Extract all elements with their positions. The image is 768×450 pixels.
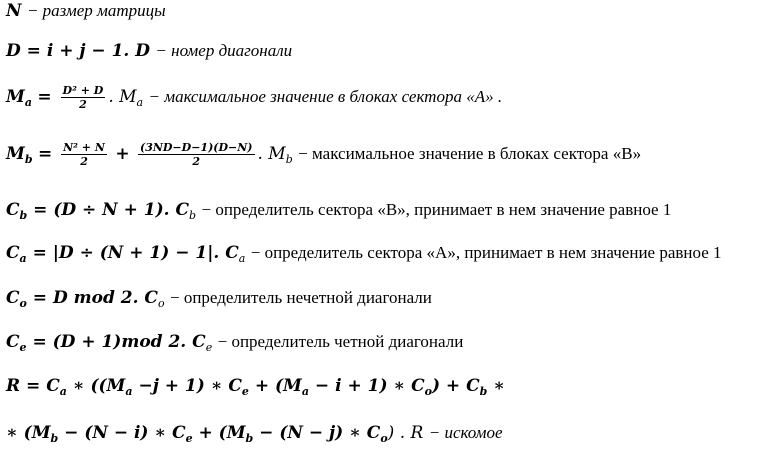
subscript: a [238,252,246,265]
description: − максимальное значение в блоках сектора «В» [298,144,642,163]
subscript: e [19,341,27,354]
formula-symbol: C [6,200,20,220]
formula-line-d [6,40,292,62]
formula-symbol: R = C [6,376,60,396]
formula-mid: . M [257,144,286,164]
subscript: e [241,385,249,398]
subscript: a [125,385,133,398]
subscript: a [59,385,67,398]
subscript: a [136,96,144,109]
fraction [61,141,107,168]
formula-symbol: C [6,288,20,308]
subscript: b [285,153,293,166]
formula-symbol: C [6,332,20,352]
description: − определитель сектора «В», принимает в нем значение равное 1 [201,200,672,219]
equals: = [37,87,58,107]
formula-line-r-cont [6,422,503,450]
formula-rest: + (M [248,376,302,396]
formula-symbol: ∗ (M [6,423,51,443]
formula-rest: = D mod 2. C [26,288,158,308]
subscript: o [424,385,432,398]
description: − искомое [428,423,503,442]
subscript: b [189,209,197,222]
formula-symbol: M [6,87,25,107]
plus: + [115,144,130,164]
formula-line-ma [6,84,502,114]
formula: N [6,1,22,21]
subscript: e [205,341,213,354]
subscript: b [479,385,488,398]
formula-symbol: M [6,144,25,164]
description: − максимальное значение в блоках сектора «А» . [148,87,503,106]
fraction-denominator: 2 [80,155,88,168]
description: − размер матрицы [26,1,166,20]
subscript: o [380,432,388,445]
formula-rest: = |D ÷ (N + 1) − 1|. C [26,243,239,263]
formula-line-ce [6,331,463,359]
formula-rest: ∗ [487,376,505,396]
formula-line-r [6,375,505,403]
formula-rest: = (D + 1)mod 2. C [26,332,206,352]
fraction-denominator: 2 [192,155,201,168]
formula-rest: − (N − i) ∗ C [58,423,186,443]
subscript: b [19,209,28,222]
formula-rest: ) . R [387,423,424,443]
formula-rest: = (D ÷ N + 1). C [27,200,190,220]
formula-rest: ) + C [431,376,480,396]
subscript: a [19,252,27,265]
subscript: o [157,297,165,310]
subscript: b [24,153,33,166]
formula-rest: −j + 1) ∗ C [132,376,242,396]
subscript: o [19,297,27,310]
subscript: e [185,432,193,445]
equals: = [37,144,59,164]
formula-line-n [6,0,166,22]
formula-line-mb [6,141,641,171]
fraction-numerator: N² + N [63,141,105,154]
formula-line-ca [6,242,722,270]
formula-rest: − i + 1) ∗ C [309,376,425,396]
formula-symbol: C [6,243,20,263]
description: − номер диагонали [155,41,293,60]
description: − определитель сектора «А», принимает в нем значение равное 1 [250,243,722,262]
formula-rest: − (N − j) ∗ C [253,423,381,443]
fraction-numerator: D² + D [62,84,104,97]
description: − определитель нечетной диагонали [169,288,432,307]
formula-rest: + (M [192,423,246,443]
subscript: a [301,385,310,398]
subscript: b [245,432,254,445]
formula: D = i + j − 1. D [6,41,151,61]
formula-rest: ∗ ((M [66,376,126,396]
description: − определитель четной диагонали [217,332,464,351]
fraction-numerator: (3ND−D−1)(D−N) [139,141,253,154]
formula-mid: . M [108,87,137,107]
subscript: a [24,96,32,109]
fraction [138,141,255,168]
fraction [61,84,106,111]
subscript: b [50,432,59,445]
formula-line-co [6,287,432,315]
formula-line-cb [6,199,671,227]
fraction-denominator: 2 [79,98,87,111]
